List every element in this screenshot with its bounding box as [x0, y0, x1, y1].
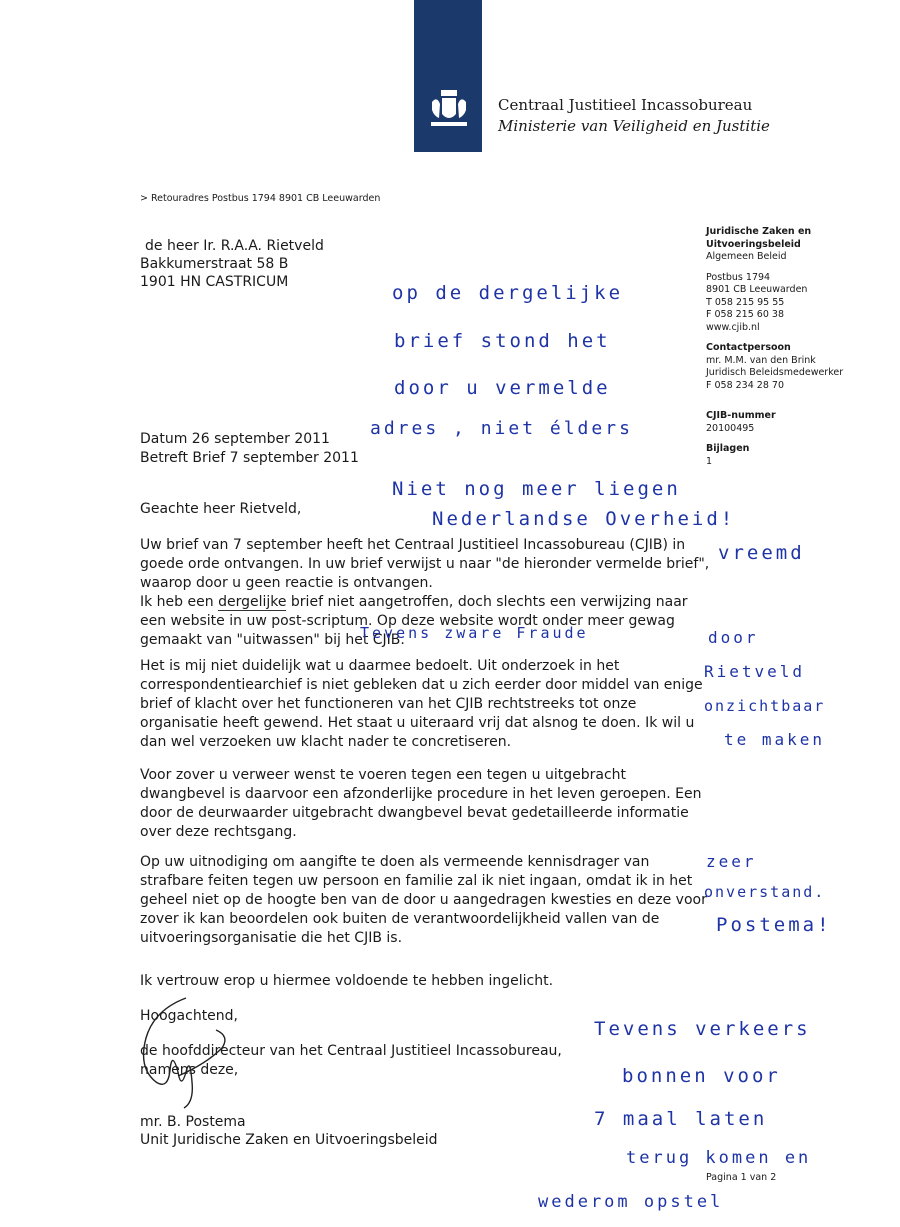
contact-name: mr. M.M. van den Brink	[706, 354, 816, 366]
handwriting-line: Tevens zware Fraude	[360, 624, 589, 642]
postbus: Postbus 1794	[706, 271, 771, 283]
handwriting-line: zeer	[706, 852, 757, 871]
handwriting-line: op de dergelijke	[392, 282, 624, 304]
organisation-name: Centraal Justitieel Incassobureau	[498, 96, 753, 114]
signatory-line-1: de hoofddirecteur van het Centraal Justitieel Incassobureau,	[140, 1043, 562, 1059]
signature-scribble	[126, 990, 236, 1115]
handwriting-line: 7 maal laten	[594, 1108, 768, 1130]
dept-line-2: Uitvoeringsbeleid	[706, 238, 801, 250]
sidebar	[706, 226, 843, 468]
handwriting-line: onzichtbaar	[704, 697, 826, 715]
handwriting-line: door u vermelde	[394, 377, 611, 399]
paragraph-1b-pre: Ik heb een	[140, 594, 219, 610]
signatory-unit: Unit Juridische Zaken en Uitvoeringsbeleid	[140, 1132, 438, 1148]
salutation: Geachte heer Rietveld,	[140, 501, 302, 517]
subject-line: Betreft Brief 7 september 2011	[140, 450, 359, 466]
date-line: Datum 26 september 2011	[140, 431, 330, 447]
phone: T 058 215 95 55	[706, 296, 785, 308]
website: www.cjib.nl	[706, 321, 760, 333]
crest-icon	[428, 88, 470, 132]
handwriting-line: wederom opstel	[538, 1192, 724, 1212]
postal-city: 8901 CB Leeuwarden	[706, 284, 808, 295]
contact-role: Juridisch Beleidsmedewerker	[706, 367, 844, 378]
handwriting-line: Postema!	[716, 914, 832, 936]
paragraph-2: Het is mij niet duidelijk wat u daarmee bedoelt. Uit onderzoek in het correspondentiearchief is niet gebleken dat u zich eerder door middel van enige brief of klacht over het functioneren van het CJIB rechtstreeks tot onze organisatie heeft gewend. Het staat u uiteraard vrij dat alsnog te doen. Ik wil u dan wel verzoeken uw klacht nader te concretiseren.	[140, 658, 703, 750]
handwriting-line: Tevens verkeers	[594, 1018, 811, 1040]
paragraph-3: Voor zover u verweer wenst te voeren tegen een tegen u uitgebracht dwangbevel is daarvoor een afzonderlijke procedure in het leven geroepen. Een door de deurwaarder uitgebracht dwangbevel bevat gedetailleerde informatie over deze rechtsgang.	[140, 767, 702, 840]
bijlagen-value: 1	[706, 455, 713, 467]
handwriting-line: brief stond het	[394, 330, 611, 352]
dept-line-3: Algemeen Beleid	[706, 251, 787, 262]
handwriting-line: door	[708, 628, 759, 647]
return-address: > Retouradres Postbus 1794 8901 CB Leeuwarden	[140, 193, 381, 204]
paragraph-1a: Uw brief van 7 september heeft het Centraal Justitieel Incassobureau (CJIB) in goede orde ontvangen. In uw brief verwijst u naar "de hieronder vermelde brief", waarop door u geen reactie is ontvangen.	[140, 537, 710, 591]
paragraph-1b-post: brief niet aangetroffen, doch slechts een verwijzing naar een website in uw post-scriptum. Op deze website wordt onder meer gewag gemaakt van "uitwassen" bij het CJIB.	[140, 594, 688, 648]
paragraph-4: Op uw uitnodiging om aangifte te doen als vermeende kennisdrager van strafbare feiten tegen uw persoon en familie zal ik niet ingaan, omdat ik in het geheel niet op de hoogte ben van de door u aangedragen kwesties en deze voor zover ik kan beoordelen ook buiten de verantwoordelijkheid vallen van de uitvoeringsorganisatie die het CJIB is.	[140, 854, 707, 946]
handwriting-line: terug komen en	[626, 1148, 812, 1168]
paragraph-5: Ik vertrouw erop u hiermee voldoende te hebben ingelicht.	[140, 973, 554, 989]
handwriting-line: adres , niet élders	[370, 418, 633, 439]
handwriting-line: Nederlandse Overheid!	[432, 508, 736, 530]
handwriting-line: onverstand.	[704, 883, 826, 901]
signatory-line-2: namens deze,	[140, 1062, 239, 1078]
underlined-word: dergelijke	[218, 594, 287, 610]
bijlagen-label: Bijlagen	[706, 443, 750, 454]
closing: Hoogachtend,	[140, 1008, 239, 1024]
handwriting-line: vreemd	[718, 542, 805, 564]
handwriting-line: Rietveld	[704, 662, 806, 681]
recipient-line-1: de heer Ir. R.A.A. Rietveld	[145, 238, 324, 254]
dept-line-1: Juridische Zaken en	[706, 226, 812, 237]
fax: F 058 215 60 38	[706, 309, 784, 320]
cjib-number: 20100495	[706, 422, 755, 434]
cjib-label: CJIB-nummer	[706, 410, 776, 421]
recipient-line-3: 1901 HN CASTRICUM	[140, 274, 289, 290]
contact-fax: F 058 234 28 70	[706, 379, 784, 391]
handwriting-line: te maken	[724, 730, 826, 749]
handwriting-line: Niet nog meer liegen	[392, 478, 681, 500]
page-number: Pagina 1 van 2	[706, 1172, 777, 1183]
recipient-line-2: Bakkumerstraat 58 B	[140, 256, 289, 272]
signatory-name: mr. B. Postema	[140, 1114, 246, 1130]
ministry-name: Ministerie van Veiligheid en Justitie	[498, 117, 770, 135]
handwriting-line: bonnen voor	[622, 1065, 781, 1087]
contact-label: Contactpersoon	[706, 342, 791, 353]
